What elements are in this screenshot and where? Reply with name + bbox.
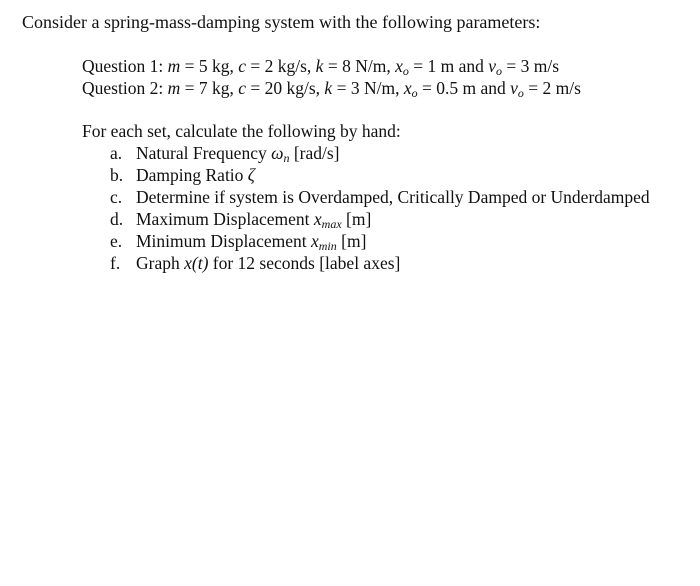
mass-value: 5 kg, [198,56,234,76]
question-1 [82,55,559,77]
symbol-k: k [324,78,333,98]
question-2 [82,77,581,99]
equals: = [502,56,521,76]
symbol-v: v [488,56,497,76]
item-text: Graph [136,253,180,273]
symbol-x: x [395,56,403,76]
symbol-k: k [315,56,324,76]
and-word: and [458,56,484,76]
symbol-c: c [238,78,246,98]
symbol-x: x [403,78,412,98]
intro-text: Consider a spring-mass-damping system with the following parameters: [22,12,541,32]
list-item-a [110,142,340,164]
and-word: and [480,78,506,98]
symbol-x: x [313,209,322,229]
symbol-c: c [238,56,246,76]
item-text: Natural Frequency [136,143,267,163]
equals: = [332,78,351,98]
equals: = [180,56,199,76]
list-item-c [110,186,650,208]
list-item-e [110,230,366,252]
equals: = [245,78,265,98]
symbol-x: x [310,231,319,251]
list-letter: c. [110,187,123,207]
mass-value: 7 kg, [198,78,234,98]
zeta-symbol: ζ [247,165,255,185]
equals: = [180,78,199,98]
damping-value: 20 kg/s, [264,78,321,98]
subscript-max: max [321,217,342,231]
list-letter: e. [110,231,123,251]
equals: = [323,56,343,76]
list-item-d [110,208,371,230]
list-letter: f. [110,253,121,273]
item-unit: [m] [341,231,367,251]
initial-displacement-value: 1 m [427,56,455,76]
item-unit: [rad/s] [293,143,340,163]
subscript-o: o [402,64,409,78]
question-label: Question 1: [82,56,164,76]
instructions-lead: For each set, calculate the following by hand: [82,121,401,141]
initial-velocity-value: 2 m/s [542,78,581,98]
subscript-o: o [517,86,524,100]
symbol-m: m [167,56,181,76]
item-text: Minimum Displacement [136,231,307,251]
symbol-m: m [167,78,181,98]
item-text: Determine if system is Overdamped, Critically Damped or Underdamped [136,187,650,207]
question-label: Question 2: [82,78,164,98]
subscript-o: o [411,86,418,100]
initial-displacement-value: 0.5 m [436,78,477,98]
damping-value: 2 kg/s, [264,56,312,76]
item-suffix: for 12 seconds [label axes] [212,253,401,273]
x-of-t: x(t) [184,253,209,273]
equals: = [523,78,543,98]
initial-velocity-value: 3 m/s [520,56,560,76]
list-item-f [110,252,400,274]
stiffness-value: 3 N/m, [350,78,400,98]
list-item-b [110,164,255,186]
equals: = [408,56,428,76]
subscript-n: n [283,151,290,165]
item-text: Damping Ratio [136,165,244,185]
equals: = [417,78,437,98]
subscript-min: min [318,239,337,253]
list-letter: a. [110,143,123,163]
symbol-v: v [510,78,518,98]
equals: = [245,56,265,76]
list-letter: d. [110,209,124,229]
item-unit: [m] [346,209,372,229]
stiffness-value: 8 N/m, [342,56,391,76]
omega-symbol: ω [271,143,284,163]
subscript-o: o [496,64,503,78]
list-letter: b. [110,165,124,185]
item-text: Maximum Displacement [136,209,310,229]
